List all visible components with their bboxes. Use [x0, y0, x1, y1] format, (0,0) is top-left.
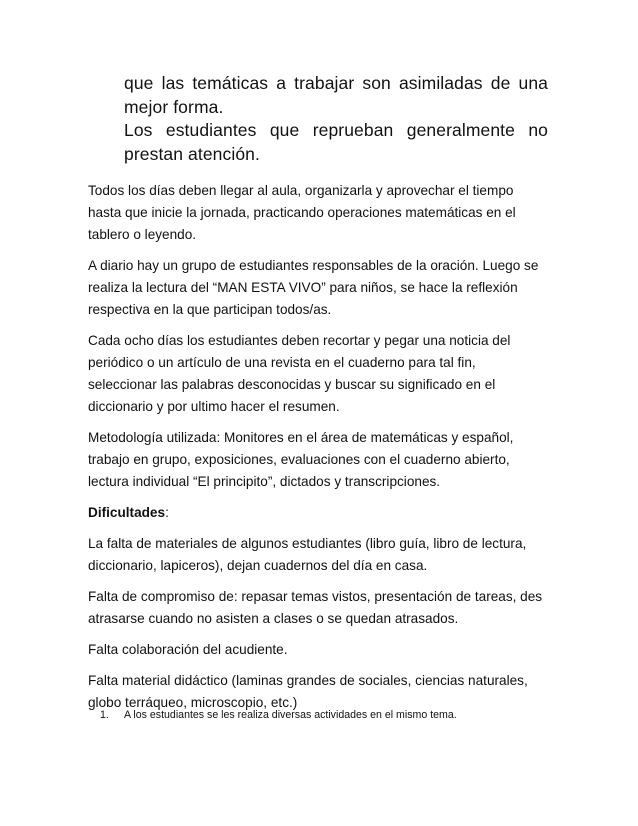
difficulties-heading-line: [88, 502, 548, 524]
difficulty-didactic-material: Falta material didáctico (laminas grandes de sociales, ciencias naturales, globo terráqueo, microscopio, etc.): [88, 673, 528, 710]
list-item: [100, 707, 560, 723]
difficulty-guardian: Falta colaboración del acudiente.: [88, 642, 288, 657]
intro-block: [124, 72, 548, 166]
body-text: [88, 180, 548, 723]
intro-line-2: mejor forma.: [124, 96, 224, 117]
difficulty-materials: La falta de materiales de algunos estudiantes (libro guía, libro de lectura, diccionario, lapiceros), dejan cuadernos del día en casa.: [88, 536, 527, 573]
intro-line-4: prestan atención.: [124, 143, 260, 164]
paragraph-newspaper: Cada ocho días los estudiantes deben recortar y pegar una noticia del periódico o un artículo de una revista en el cuaderno para tal fin, seleccionar las palabras desconocidas y buscar su significado en el diccionario y por ultimo hacer el resumen.: [88, 333, 511, 414]
intro-line-3: Los estudiantes que reprueban generalmente no: [124, 120, 548, 140]
difficulties-heading: Dificultades: [88, 505, 166, 520]
paragraph-routine: Todos los días deben llegar al aula, organizarla y aprovechar el tiempo hasta que inicie la jornada, practicando operaciones matemáticas en el tablero o leyendo.: [88, 183, 516, 242]
list-item-number: 1.: [100, 709, 109, 721]
intro-line-1: que las temáticas a trabajar son asimiladas de una: [124, 73, 548, 93]
paragraph-prayer: A diario hay un grupo de estudiantes responsables de la oración. Luego se realiza la lectura del “MAN ESTA VIVO” para niños, se hace la reflexión respectiva en la que participan todos/as.: [88, 258, 539, 317]
numbered-list: [100, 707, 560, 723]
difficulty-commitment: Falta de compromiso de: repasar temas vistos, presentación de tareas, des atrasarse cuando no asisten a clases o se quedan atrasados.: [88, 589, 543, 626]
difficulties-colon: :: [165, 505, 169, 520]
list-item-text: A los estudiantes se les realiza diversas actividades en el mismo tema.: [124, 709, 457, 721]
paragraph-methodology: Metodología utilizada: Monitores en el área de matemáticas y español, trabajo en grupo, exposiciones, evaluaciones con el cuaderno abierto, lectura individual “El principito”, dictados y transcripciones.: [88, 430, 514, 489]
